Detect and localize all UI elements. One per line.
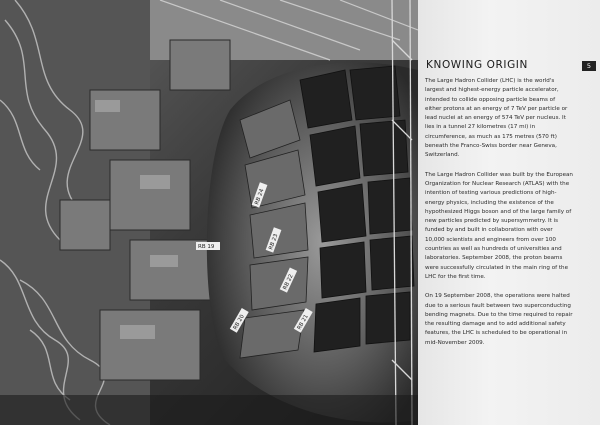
photo-label-rb24: RB 24 [254, 188, 266, 206]
photo-label-rb21: RB 21 [296, 313, 310, 331]
article-title: KNOWING ORIGIN [426, 59, 528, 71]
photo-label-rb22: RB 22 [282, 273, 295, 291]
photo-label-rb20: RB 20 [232, 313, 246, 331]
text-panel [418, 0, 600, 425]
paragraph-1: The Large Hadron Collider (LHC) is the world's largest and highest-energy particle accelerator, intended to collide opposing particle beams of either protons at an energy of 7 TeV per particle or lead nuclei at an energy of 574 TeV per nucleus. It lies in a tunnel 27 kilometres (17 mi) in circumference, as much as 175 metres (570 ft) beneath the Franco-Swiss border near Geneva, Switzerland. [425, 78, 568, 159]
page-number-badge: 5 [582, 61, 596, 71]
paragraph-3: On 19 September 2008, the operations were halted due to a serious fault between two superconducting bending magnets. Due to the time required to repair the resulting damage and to add additional safety features, the LHC is scheduled to be operational in mid-November 2009. [425, 293, 573, 346]
paragraph-2: The Large Hadron Collider was built by the European Organization for Nuclear Research (ATLAS) with the intention of testing various predictions of high-energy physics, including the existence of the hypothesized Higgs boson and of the large family of new particles predicted by supersymmetry. It is funded by and built in collaboration with over 10,000 scientists and engineers from over 100 countries as well as hundreds of universities and laboratories. September 2008, the proton beams were successfully circulated in the main ring of the LHC for the first time. [425, 171, 573, 280]
photo-label-rb19: RB 19 [198, 244, 215, 250]
article-body [425, 77, 573, 358]
photo-label-rb23: RB 23 [268, 233, 280, 251]
